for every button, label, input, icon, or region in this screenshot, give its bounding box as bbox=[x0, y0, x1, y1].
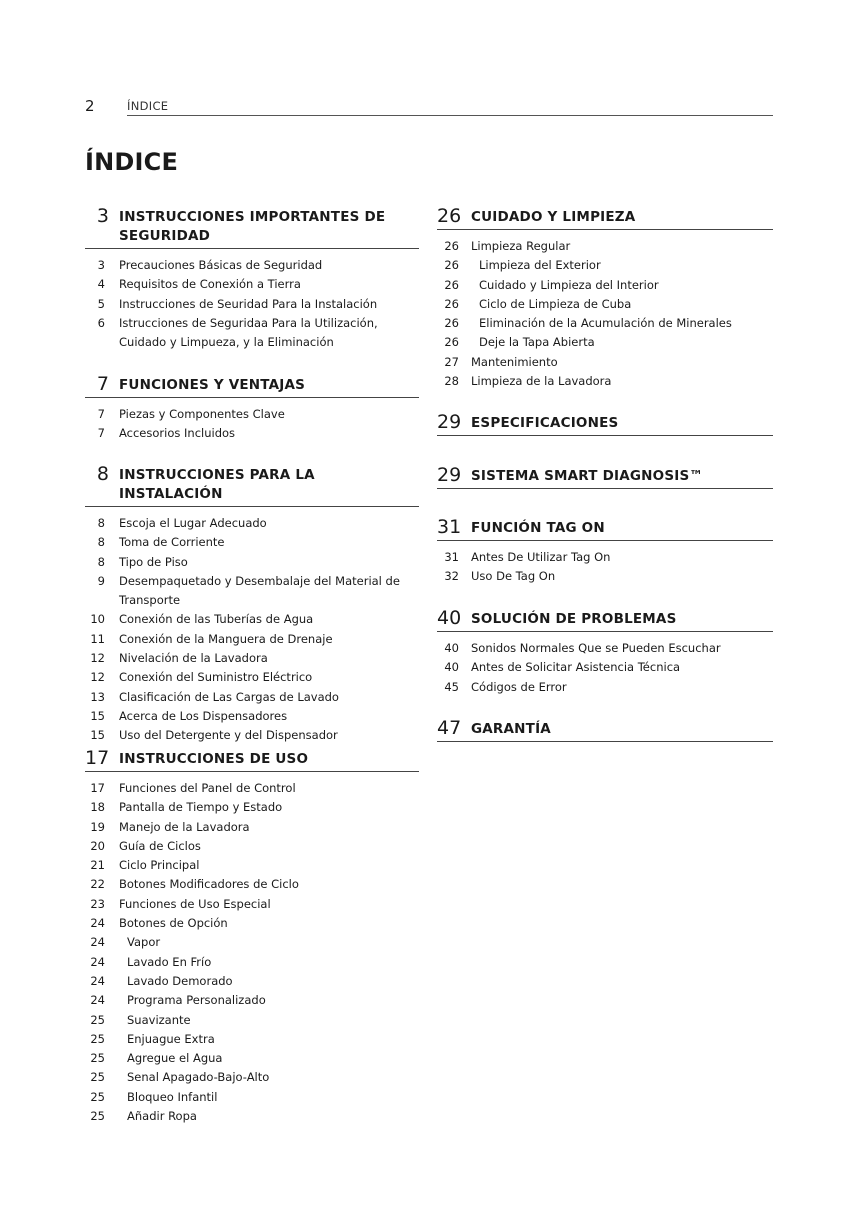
entry-page-number: 4 bbox=[97, 277, 105, 292]
section-items bbox=[437, 639, 773, 697]
entry-label: Ciclo Principal bbox=[119, 858, 200, 873]
entry-label: Funciones del Panel de Control bbox=[119, 781, 296, 795]
entry-page-number: 17 bbox=[90, 781, 105, 795]
entry-label: Cuidado y Limpieza del Interior bbox=[479, 277, 659, 292]
toc-entry[interactable] bbox=[85, 1011, 419, 1030]
entry-page-number: 9 bbox=[97, 573, 105, 588]
toc-section bbox=[85, 205, 419, 352]
toc-section bbox=[85, 463, 419, 746]
section-items bbox=[85, 405, 419, 444]
section-page-number: 31 bbox=[437, 516, 462, 538]
toc-section bbox=[437, 717, 773, 742]
toc-entry[interactable] bbox=[85, 610, 419, 629]
entry-page-number: 25 bbox=[90, 1012, 105, 1027]
entry-page-number: 26 bbox=[444, 335, 459, 350]
entry-label: Conexión del Suministro Eléctrico bbox=[119, 670, 313, 685]
entry-page-number: 10 bbox=[90, 612, 105, 627]
entry-page-number: 19 bbox=[90, 819, 105, 834]
section-page-number: 3 bbox=[96, 205, 109, 227]
entry-label: Toma de Corriente bbox=[119, 535, 225, 550]
toc-section bbox=[437, 205, 773, 391]
section-heading[interactable] bbox=[437, 607, 773, 632]
section-page-number: 47 bbox=[437, 717, 462, 739]
entry-page-number: 21 bbox=[90, 858, 105, 873]
section-heading[interactable] bbox=[437, 411, 773, 436]
entry-page-number: 24 bbox=[90, 916, 105, 931]
entry-page-number: 11 bbox=[90, 631, 105, 646]
section-title: SOLUCIÓN DE PROBLEMAS bbox=[471, 611, 677, 627]
toc-entry[interactable] bbox=[437, 333, 773, 352]
entry-page-number: 40 bbox=[444, 660, 459, 675]
toc-entry[interactable] bbox=[437, 548, 773, 567]
entry-label: Precauciones Básicas de Seguridad bbox=[119, 258, 323, 272]
entry-label: Códigos de Error bbox=[471, 679, 567, 694]
entry-page-number: 8 bbox=[97, 516, 105, 530]
toc-entry[interactable] bbox=[85, 275, 419, 294]
toc-entry[interactable] bbox=[85, 818, 419, 837]
section-page-number: 26 bbox=[437, 205, 462, 227]
entry-label: Programa Personalizado bbox=[127, 993, 266, 1008]
toc-section bbox=[437, 464, 773, 489]
entry-page-number: 7 bbox=[97, 407, 105, 421]
toc-entry[interactable] bbox=[85, 972, 419, 991]
toc-entry[interactable] bbox=[437, 314, 773, 333]
entry-label: Pantalla de Tiempo y Estado bbox=[119, 800, 283, 815]
entry-label: Añadir Ropa bbox=[127, 1109, 197, 1124]
entry-label: Limpieza Regular bbox=[471, 239, 571, 253]
toc-entry[interactable] bbox=[85, 726, 419, 745]
entry-label: Tipo de Piso bbox=[119, 554, 188, 569]
entry-label: Instrucciones de Seuridad Para la Instalación bbox=[119, 296, 378, 311]
entry-page-number: 12 bbox=[90, 670, 105, 685]
toc-entry[interactable] bbox=[85, 649, 419, 668]
toc-entry[interactable] bbox=[437, 256, 773, 275]
toc-entry[interactable] bbox=[85, 875, 419, 894]
entry-label: Botones Modificadores de Ciclo bbox=[119, 877, 299, 892]
entry-label: Limpieza de la Lavadora bbox=[471, 374, 612, 389]
entry-label: Antes de Solicitar Asistencia Técnica bbox=[471, 660, 681, 675]
entry-label: Piezas y Componentes Clave bbox=[119, 407, 285, 421]
entry-page-number: 24 bbox=[90, 993, 105, 1008]
section-title: FUNCIONES Y VENTAJAS bbox=[119, 377, 306, 393]
entry-label: Nivelación de la Lavadora bbox=[119, 651, 268, 666]
toc-entry[interactable] bbox=[437, 658, 773, 677]
toc-entry[interactable] bbox=[85, 256, 419, 275]
toc-entry[interactable] bbox=[85, 314, 419, 353]
section-heading[interactable] bbox=[85, 747, 419, 772]
toc-entry[interactable] bbox=[85, 668, 419, 687]
toc-entry[interactable] bbox=[85, 424, 419, 443]
section-heading[interactable] bbox=[437, 717, 773, 742]
entry-page-number: 8 bbox=[97, 554, 105, 569]
toc-entry[interactable] bbox=[85, 630, 419, 649]
section-page-number: 8 bbox=[96, 463, 109, 485]
section-items bbox=[85, 514, 419, 746]
entry-page-number: 25 bbox=[90, 1070, 105, 1085]
section-items bbox=[437, 237, 773, 391]
entry-label: Botones de Opción bbox=[119, 916, 228, 931]
toc-entry[interactable] bbox=[85, 572, 419, 611]
entry-label: Conexión de la Manguera de Drenaje bbox=[119, 631, 333, 646]
entry-page-number: 27 bbox=[444, 354, 459, 369]
toc-entry[interactable] bbox=[85, 1088, 419, 1107]
toc-section bbox=[437, 411, 773, 436]
entry-label: Istrucciones de Seguridaa Para la Utilización, Cuidado y Limpueza, y la Eliminación bbox=[119, 315, 378, 350]
toc-entry[interactable] bbox=[85, 707, 419, 726]
toc-entry[interactable] bbox=[85, 933, 419, 952]
entry-label: Conexión de las Tuberías de Agua bbox=[119, 612, 314, 627]
entry-page-number: 24 bbox=[90, 973, 105, 988]
entry-label: Senal Apagado-Bajo-Alto bbox=[127, 1070, 270, 1085]
toc-entry[interactable] bbox=[85, 953, 419, 972]
running-title: ÍNDICE bbox=[127, 99, 169, 113]
section-heading[interactable] bbox=[437, 464, 773, 489]
entry-page-number: 3 bbox=[97, 258, 105, 272]
entry-page-number: 45 bbox=[444, 679, 459, 694]
section-page-number: 7 bbox=[96, 373, 109, 395]
entry-page-number: 13 bbox=[90, 689, 105, 704]
entry-page-number: 5 bbox=[97, 296, 105, 311]
toc-entry[interactable] bbox=[85, 856, 419, 875]
toc-entry[interactable] bbox=[85, 405, 419, 424]
entry-label: Uso del Detergente y del Dispensador bbox=[119, 728, 338, 743]
section-items bbox=[437, 548, 773, 587]
entry-label: Vapor bbox=[127, 935, 161, 950]
section-page-number: 40 bbox=[437, 607, 462, 629]
toc-entry[interactable] bbox=[85, 1049, 419, 1068]
entry-label: Guía de Ciclos bbox=[119, 838, 201, 853]
entry-label: Eliminación de la Acumulación de Minerales bbox=[479, 316, 732, 331]
entry-label: Acerca de Los Dispensadores bbox=[119, 708, 288, 723]
entry-label: Lavado Demorado bbox=[127, 973, 233, 988]
toc-entry[interactable] bbox=[437, 639, 773, 658]
toc-entry[interactable] bbox=[85, 553, 419, 572]
section-page-number: 17 bbox=[85, 747, 110, 769]
section-heading[interactable] bbox=[85, 205, 419, 249]
section-title: FUNCIÓN TAG ON bbox=[471, 520, 605, 536]
entry-label: Escoja el Lugar Adecuado bbox=[119, 516, 267, 530]
entry-label: Requisitos de Conexión a Tierra bbox=[119, 277, 301, 292]
section-title: INSTRUCCIONES IMPORTANTES DE SEGURIDAD bbox=[119, 209, 386, 244]
entry-label: Antes De Utilizar Tag On bbox=[471, 550, 611, 564]
section-heading[interactable] bbox=[437, 205, 773, 230]
section-items bbox=[85, 779, 419, 1126]
entry-page-number: 32 bbox=[444, 569, 459, 584]
entry-label: Ciclo de Limpieza de Cuba bbox=[479, 296, 632, 311]
entry-page-number: 23 bbox=[90, 896, 105, 911]
toc-entry[interactable] bbox=[85, 514, 419, 533]
entry-label: Mantenimiento bbox=[471, 354, 558, 369]
section-title: CUIDADO Y LIMPIEZA bbox=[471, 209, 636, 225]
entry-page-number: 24 bbox=[90, 954, 105, 969]
entry-label: Suavizante bbox=[127, 1012, 191, 1027]
toc-entry[interactable] bbox=[85, 295, 419, 314]
toc-entry[interactable] bbox=[437, 372, 773, 391]
section-page-number: 29 bbox=[437, 464, 462, 486]
toc-entry[interactable] bbox=[85, 991, 419, 1010]
entry-page-number: 18 bbox=[90, 800, 105, 815]
entry-page-number: 20 bbox=[90, 838, 105, 853]
entry-page-number: 25 bbox=[90, 1051, 105, 1066]
section-heading[interactable] bbox=[85, 463, 419, 507]
toc-entry[interactable] bbox=[437, 678, 773, 697]
page-number: 2 bbox=[85, 97, 95, 115]
entry-label: Accesorios Incluidos bbox=[119, 426, 236, 441]
toc-entry[interactable] bbox=[85, 779, 419, 798]
entry-page-number: 25 bbox=[90, 1031, 105, 1046]
entry-page-number: 26 bbox=[444, 239, 459, 253]
page-title: ÍNDICE bbox=[85, 148, 179, 176]
entry-page-number: 31 bbox=[444, 550, 459, 564]
header-rule bbox=[127, 115, 773, 116]
entry-page-number: 15 bbox=[90, 728, 105, 743]
toc-entry[interactable] bbox=[437, 295, 773, 314]
toc-entry[interactable] bbox=[437, 567, 773, 586]
entry-page-number: 26 bbox=[444, 316, 459, 331]
toc-section bbox=[437, 607, 773, 697]
entry-page-number: 15 bbox=[90, 708, 105, 723]
toc-entry[interactable] bbox=[437, 353, 773, 372]
toc-entry[interactable] bbox=[85, 1030, 419, 1049]
section-title: INSTRUCCIONES PARA LA INSTALACIÓN bbox=[119, 467, 315, 502]
entry-page-number: 26 bbox=[444, 258, 459, 273]
entry-label: Bloqueo Infantil bbox=[127, 1089, 218, 1104]
toc-entry[interactable] bbox=[85, 1107, 419, 1126]
entry-label: Enjuague Extra bbox=[127, 1031, 215, 1046]
section-title: INSTRUCCIONES DE USO bbox=[119, 751, 309, 767]
entry-label: Agregue el Agua bbox=[127, 1051, 223, 1066]
entry-label: Uso De Tag On bbox=[471, 569, 556, 584]
entry-page-number: 8 bbox=[97, 535, 105, 550]
entry-label: Sonidos Normales Que se Pueden Escuchar bbox=[471, 641, 721, 655]
entry-page-number: 22 bbox=[90, 877, 105, 892]
entry-page-number: 25 bbox=[90, 1089, 105, 1104]
entry-label: Deje la Tapa Abierta bbox=[479, 335, 595, 350]
toc-entry[interactable] bbox=[85, 1068, 419, 1087]
entry-label: Clasificación de Las Cargas de Lavado bbox=[119, 689, 339, 704]
toc-entry[interactable] bbox=[85, 798, 419, 817]
entry-label: Manejo de la Lavadora bbox=[119, 819, 250, 834]
toc-section bbox=[85, 747, 419, 1126]
entry-page-number: 28 bbox=[444, 374, 459, 389]
toc-entry[interactable] bbox=[85, 895, 419, 914]
toc-entry[interactable] bbox=[437, 276, 773, 295]
entry-label: Funciones de Uso Especial bbox=[119, 896, 271, 911]
section-title: SISTEMA SMART DIAGNOSIS™ bbox=[471, 468, 704, 484]
section-page-number: 29 bbox=[437, 411, 462, 433]
entry-page-number: 25 bbox=[90, 1109, 105, 1124]
entry-label: Lavado En Frío bbox=[127, 954, 212, 969]
entry-page-number: 26 bbox=[444, 277, 459, 292]
running-header bbox=[85, 96, 773, 116]
entry-page-number: 6 bbox=[97, 315, 105, 330]
section-title: ESPECIFICACIONES bbox=[471, 415, 619, 431]
entry-label: Desempaquetado y Desembalaje del Material de Transporte bbox=[119, 573, 400, 608]
entry-page-number: 40 bbox=[444, 641, 459, 655]
section-heading[interactable] bbox=[85, 373, 419, 398]
entry-label: Limpieza del Exterior bbox=[479, 258, 601, 273]
toc-section bbox=[85, 373, 419, 444]
section-title: GARANTÍA bbox=[471, 721, 551, 737]
section-items bbox=[85, 256, 419, 352]
toc-entry[interactable] bbox=[85, 914, 419, 933]
toc-entry[interactable] bbox=[85, 688, 419, 707]
toc-entry[interactable] bbox=[85, 837, 419, 856]
toc-section bbox=[437, 516, 773, 587]
toc-entry[interactable] bbox=[85, 533, 419, 552]
section-heading[interactable] bbox=[437, 516, 773, 541]
entry-page-number: 26 bbox=[444, 296, 459, 311]
toc-entry[interactable] bbox=[437, 237, 773, 256]
entry-page-number: 7 bbox=[97, 426, 105, 441]
entry-page-number: 12 bbox=[90, 651, 105, 666]
entry-page-number: 24 bbox=[90, 935, 105, 950]
